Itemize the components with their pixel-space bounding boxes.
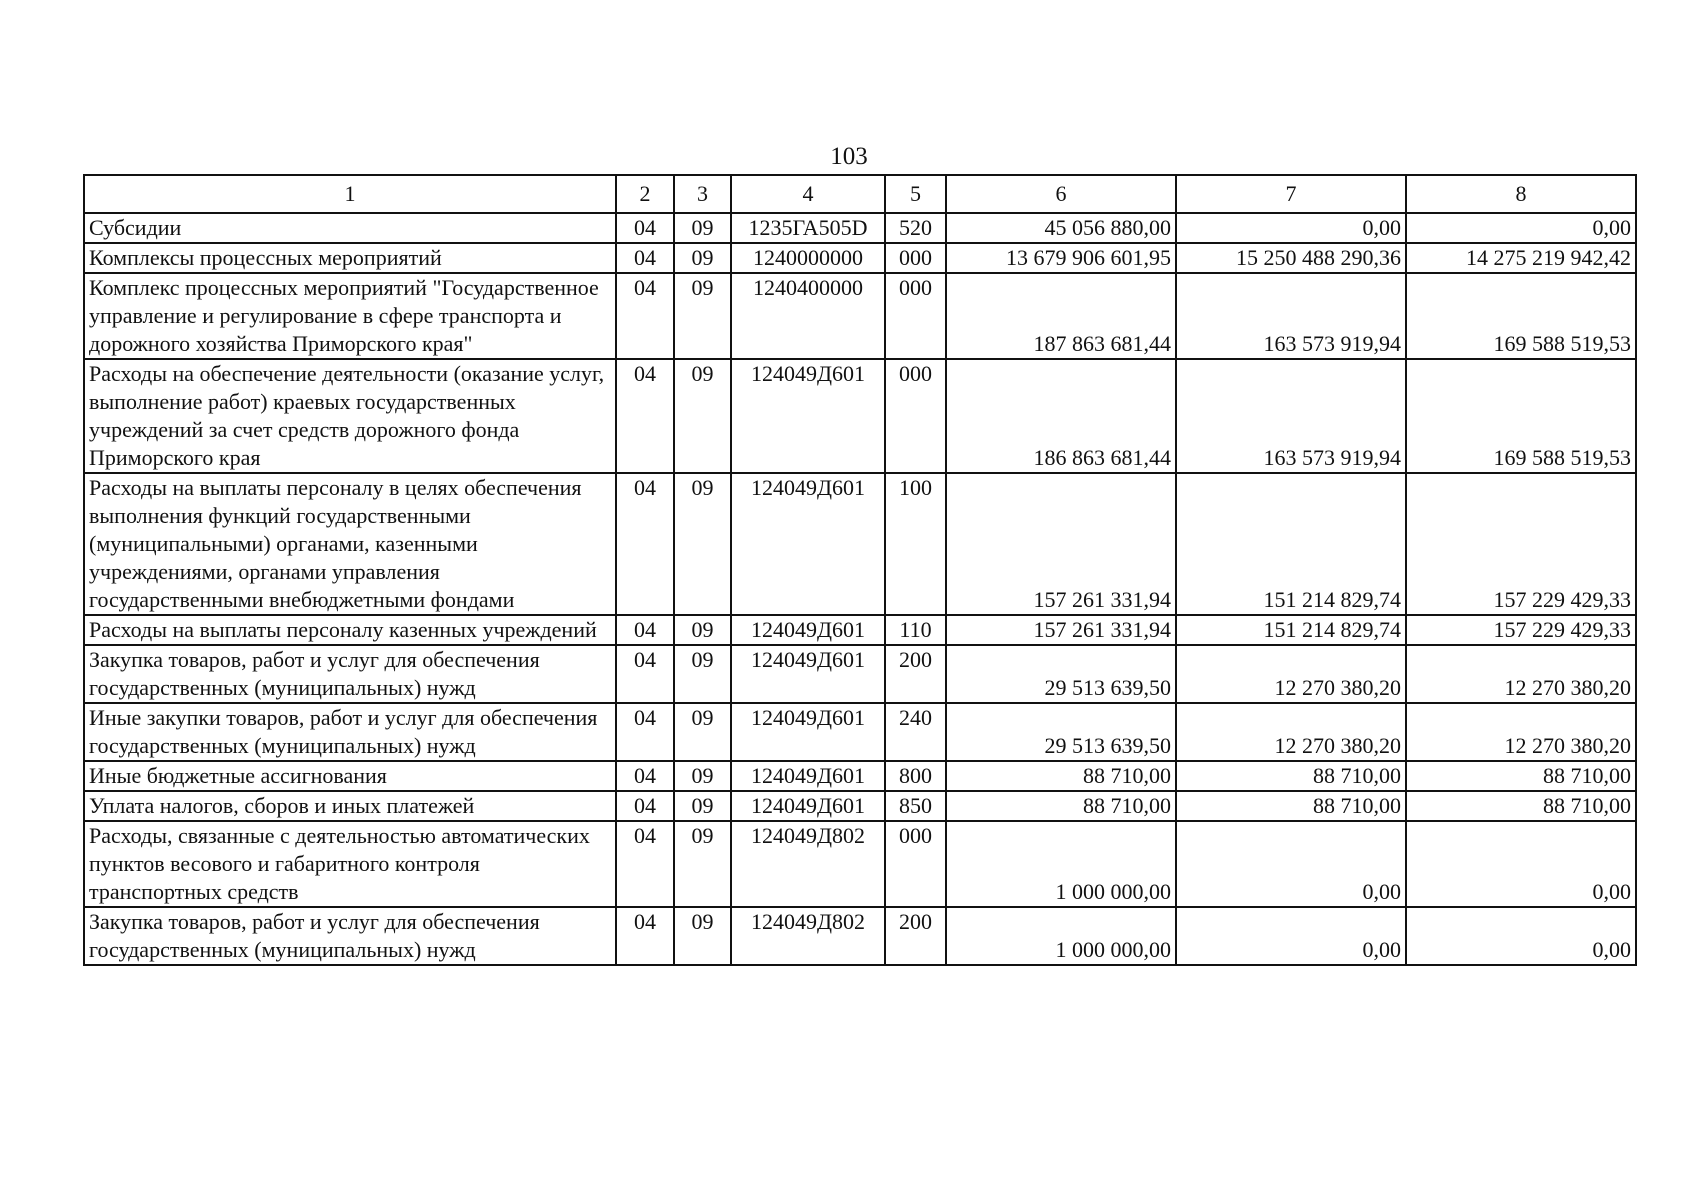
item-name-cell: Комплексы процессных мероприятий — [84, 243, 616, 273]
target-article-cell: 1240400000 — [731, 273, 885, 359]
target-article-cell: 124049Д802 — [731, 821, 885, 907]
subsection-code-cell: 09 — [674, 243, 731, 273]
table-row — [84, 243, 1636, 273]
target-article-cell: 124049Д601 — [731, 761, 885, 791]
item-name-cell: Закупка товаров, работ и услуг для обеспечения государственных (муниципальных) нужд — [84, 645, 616, 703]
amount-col8-cell: 157 229 429,33 — [1406, 473, 1636, 615]
amount-col6-cell: 29 513 639,50 — [946, 703, 1176, 761]
section-code-cell: 04 — [616, 791, 674, 821]
section-code-cell: 04 — [616, 761, 674, 791]
column-header: 6 — [946, 175, 1176, 213]
amount-col7-cell: 163 573 919,94 — [1176, 273, 1406, 359]
target-article-cell: 124049Д601 — [731, 791, 885, 821]
amount-col8-cell: 14 275 219 942,42 — [1406, 243, 1636, 273]
target-article-cell: 1240000000 — [731, 243, 885, 273]
amount-col6-cell: 13 679 906 601,95 — [946, 243, 1176, 273]
section-code-cell: 04 — [616, 907, 674, 965]
target-article-cell: 124049Д601 — [731, 645, 885, 703]
item-name-cell: Комплекс процессных мероприятий "Государственное управление и регулирование в сфере транспорта и дорожного хозяйства Приморского края" — [84, 273, 616, 359]
expense-type-cell: 100 — [885, 473, 946, 615]
amount-col7-cell: 163 573 919,94 — [1176, 359, 1406, 473]
table-header-row — [84, 175, 1636, 213]
amount-col6-cell: 1 000 000,00 — [946, 821, 1176, 907]
item-name-cell: Расходы, связанные с деятельностью автоматических пунктов весового и габаритного контроля транспортных средств — [84, 821, 616, 907]
amount-col7-cell: 88 710,00 — [1176, 761, 1406, 791]
amount-col7-cell: 88 710,00 — [1176, 791, 1406, 821]
page-number: 103 — [830, 143, 868, 170]
subsection-code-cell: 09 — [674, 907, 731, 965]
item-name-cell: Расходы на выплаты персоналу казенных учреждений — [84, 615, 616, 645]
subsection-code-cell: 09 — [674, 213, 731, 243]
expense-type-cell: 200 — [885, 645, 946, 703]
amount-col7-cell: 0,00 — [1176, 821, 1406, 907]
expense-type-cell: 000 — [885, 273, 946, 359]
item-name-cell: Расходы на обеспечение деятельности (оказание услуг, выполнение работ) краевых государственных учреждений за счет средств дорожного фонда Приморского края — [84, 359, 616, 473]
expense-type-cell: 000 — [885, 359, 946, 473]
expense-type-cell: 800 — [885, 761, 946, 791]
target-article-cell: 1235ГА505D — [731, 213, 885, 243]
section-code-cell: 04 — [616, 615, 674, 645]
amount-col6-cell: 1 000 000,00 — [946, 907, 1176, 965]
expense-type-cell: 000 — [885, 821, 946, 907]
table-row — [84, 907, 1636, 965]
expense-type-cell: 240 — [885, 703, 946, 761]
item-name-cell: Субсидии — [84, 213, 616, 243]
amount-col8-cell: 0,00 — [1406, 907, 1636, 965]
amount-col6-cell: 187 863 681,44 — [946, 273, 1176, 359]
expense-type-cell: 000 — [885, 243, 946, 273]
amount-col6-cell: 157 261 331,94 — [946, 615, 1176, 645]
expense-type-cell: 520 — [885, 213, 946, 243]
column-header: 4 — [731, 175, 885, 213]
section-code-cell: 04 — [616, 645, 674, 703]
table-row — [84, 645, 1636, 703]
budget-table — [83, 174, 1637, 966]
subsection-code-cell: 09 — [674, 791, 731, 821]
amount-col7-cell: 0,00 — [1176, 213, 1406, 243]
amount-col8-cell: 12 270 380,20 — [1406, 703, 1636, 761]
amount-col8-cell: 88 710,00 — [1406, 761, 1636, 791]
table-row — [84, 213, 1636, 243]
amount-col6-cell: 29 513 639,50 — [946, 645, 1176, 703]
section-code-cell: 04 — [616, 703, 674, 761]
amount-col7-cell: 12 270 380,20 — [1176, 703, 1406, 761]
amount-col7-cell: 0,00 — [1176, 907, 1406, 965]
column-header: 5 — [885, 175, 946, 213]
section-code-cell: 04 — [616, 213, 674, 243]
amount-col8-cell: 0,00 — [1406, 213, 1636, 243]
section-code-cell: 04 — [616, 821, 674, 907]
amount-col8-cell: 169 588 519,53 — [1406, 273, 1636, 359]
item-name-cell: Уплата налогов, сборов и иных платежей — [84, 791, 616, 821]
target-article-cell: 124049Д601 — [731, 473, 885, 615]
section-code-cell: 04 — [616, 273, 674, 359]
expense-type-cell: 200 — [885, 907, 946, 965]
subsection-code-cell: 09 — [674, 359, 731, 473]
amount-col6-cell: 186 863 681,44 — [946, 359, 1176, 473]
amount-col7-cell: 151 214 829,74 — [1176, 615, 1406, 645]
column-header: 2 — [616, 175, 674, 213]
subsection-code-cell: 09 — [674, 761, 731, 791]
table-row — [84, 821, 1636, 907]
subsection-code-cell: 09 — [674, 821, 731, 907]
subsection-code-cell: 09 — [674, 645, 731, 703]
subsection-code-cell: 09 — [674, 615, 731, 645]
expense-type-cell: 110 — [885, 615, 946, 645]
target-article-cell: 124049Д601 — [731, 703, 885, 761]
target-article-cell: 124049Д802 — [731, 907, 885, 965]
expense-type-cell: 850 — [885, 791, 946, 821]
amount-col8-cell: 0,00 — [1406, 821, 1636, 907]
subsection-code-cell: 09 — [674, 703, 731, 761]
section-code-cell: 04 — [616, 243, 674, 273]
amount-col6-cell: 45 056 880,00 — [946, 213, 1176, 243]
item-name-cell: Закупка товаров, работ и услуг для обеспечения государственных (муниципальных) нужд — [84, 907, 616, 965]
table-row — [84, 791, 1636, 821]
subsection-code-cell: 09 — [674, 273, 731, 359]
amount-col8-cell: 157 229 429,33 — [1406, 615, 1636, 645]
column-header: 8 — [1406, 175, 1636, 213]
table-row — [84, 473, 1636, 615]
item-name-cell: Иные бюджетные ассигнования — [84, 761, 616, 791]
amount-col6-cell: 88 710,00 — [946, 761, 1176, 791]
table-row — [84, 615, 1636, 645]
amount-col7-cell: 12 270 380,20 — [1176, 645, 1406, 703]
amount-col8-cell: 88 710,00 — [1406, 791, 1636, 821]
table-row — [84, 703, 1636, 761]
amount-col7-cell: 15 250 488 290,36 — [1176, 243, 1406, 273]
amount-col8-cell: 12 270 380,20 — [1406, 645, 1636, 703]
amount-col8-cell: 169 588 519,53 — [1406, 359, 1636, 473]
subsection-code-cell: 09 — [674, 473, 731, 615]
amount-col6-cell: 88 710,00 — [946, 791, 1176, 821]
target-article-cell: 124049Д601 — [731, 615, 885, 645]
amount-col7-cell: 151 214 829,74 — [1176, 473, 1406, 615]
column-header: 7 — [1176, 175, 1406, 213]
item-name-cell: Расходы на выплаты персоналу в целях обеспечения выполнения функций государственными (муниципальными) органами, казенными учреждениями, органами управления государственными внебюджетными фондами — [84, 473, 616, 615]
amount-col6-cell: 157 261 331,94 — [946, 473, 1176, 615]
target-article-cell: 124049Д601 — [731, 359, 885, 473]
section-code-cell: 04 — [616, 473, 674, 615]
column-header: 1 — [84, 175, 616, 213]
table-row — [84, 273, 1636, 359]
item-name-cell: Иные закупки товаров, работ и услуг для обеспечения государственных (муниципальных) нужд — [84, 703, 616, 761]
section-code-cell: 04 — [616, 359, 674, 473]
column-header: 3 — [674, 175, 731, 213]
table-row — [84, 761, 1636, 791]
table-row — [84, 359, 1636, 473]
